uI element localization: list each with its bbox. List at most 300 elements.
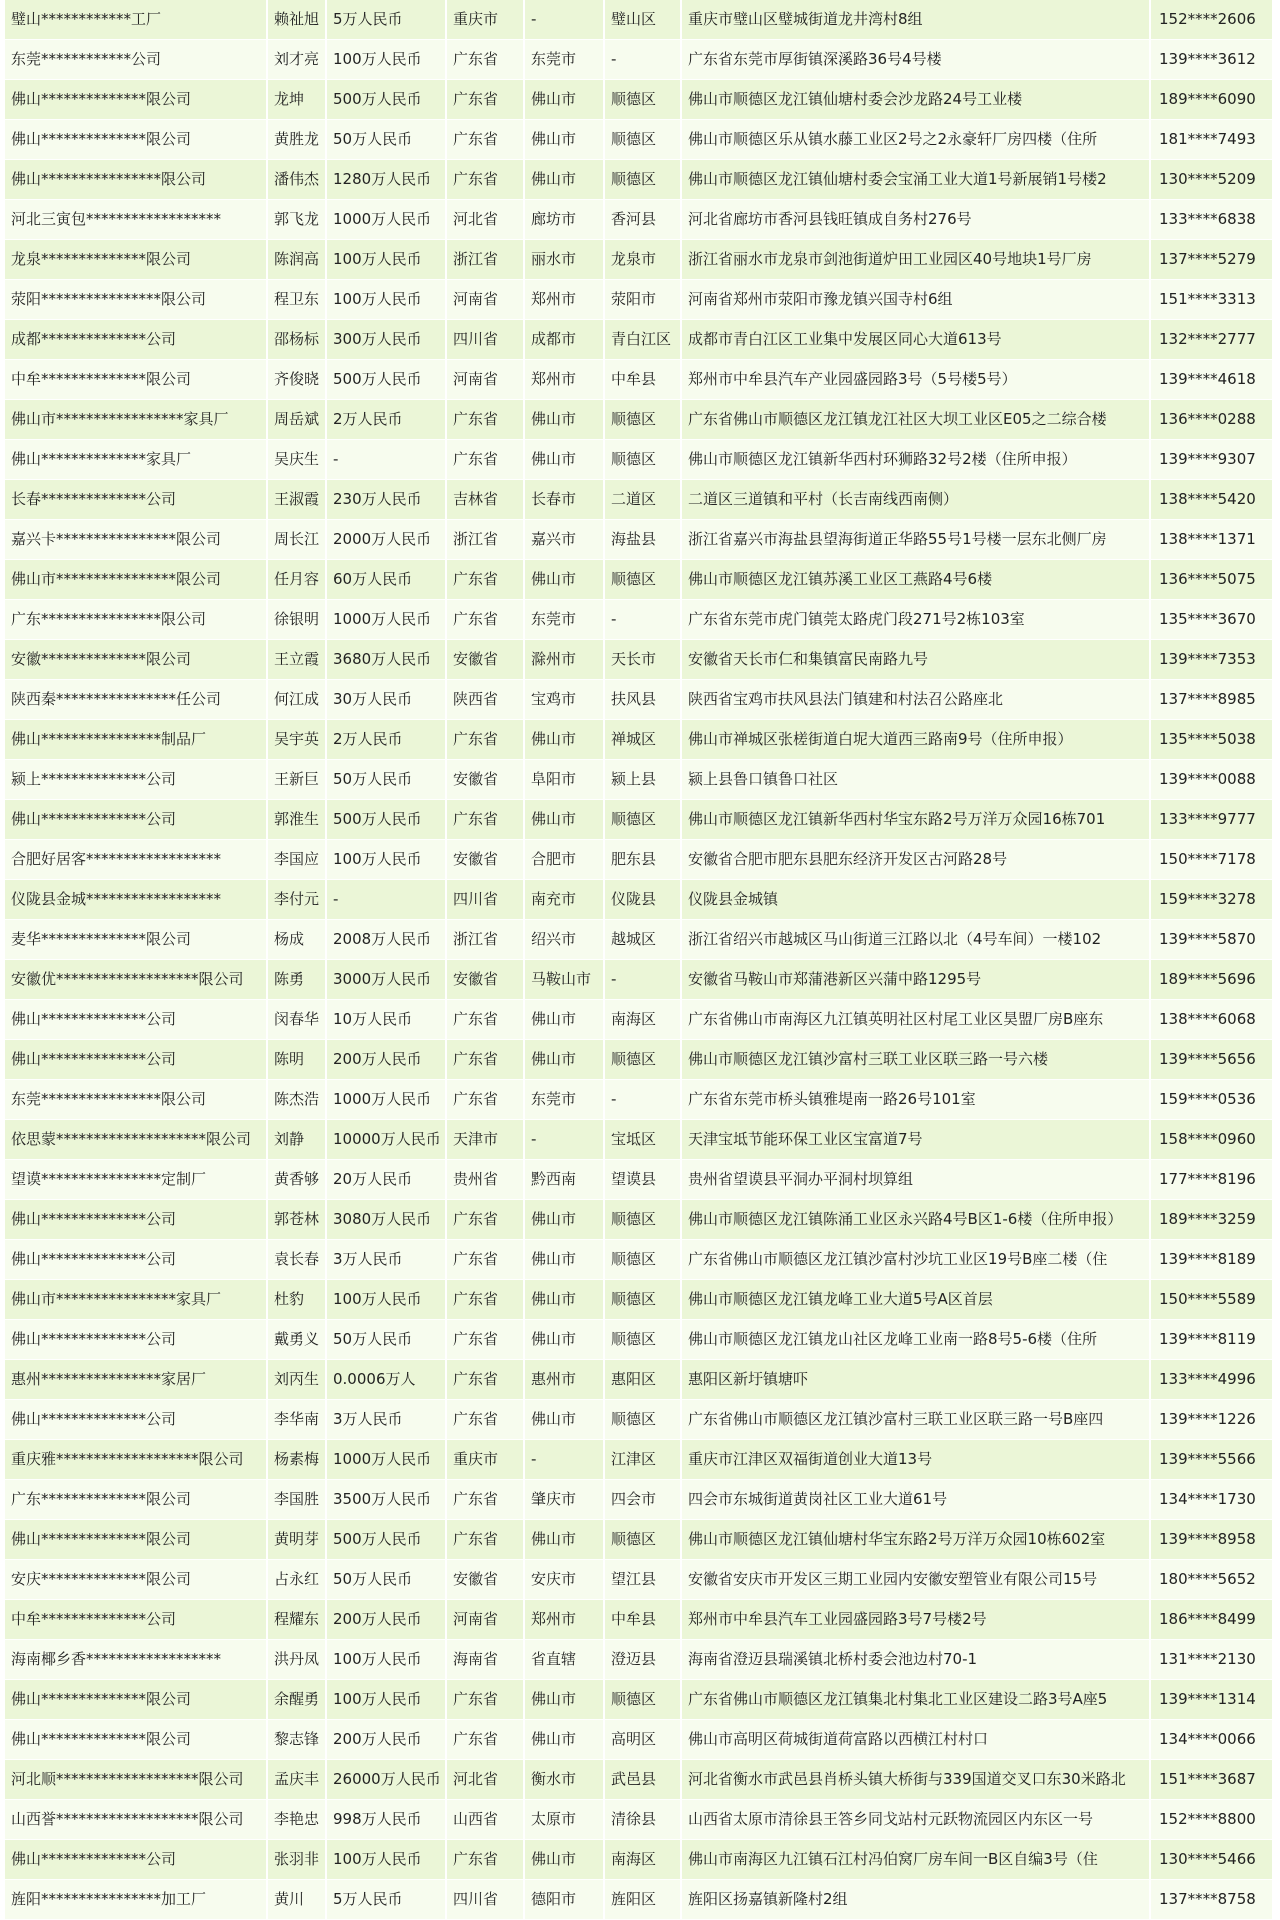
province-cell: 广东省 — [446, 1200, 524, 1240]
district-cell: 旌阳区 — [604, 1880, 681, 1920]
legal-person-cell: 张羽非 — [267, 1840, 326, 1880]
city-cell: 省直辖 — [524, 1640, 604, 1680]
legal-person-cell: 何江成 — [267, 680, 326, 720]
district-cell: 顺德区 — [604, 1400, 681, 1440]
address-cell: 广东省东莞市虎门镇莞太路虎门段271号2栋103室 — [681, 600, 1150, 640]
legal-person-cell: 王立霞 — [267, 640, 326, 680]
table-row — [5, 880, 1273, 920]
district-cell: 中牟县 — [604, 1600, 681, 1640]
district-cell: 肥东县 — [604, 840, 681, 880]
phone-cell: 152****8800 — [1150, 1800, 1273, 1840]
address-cell: 郑州市中牟县汽车工业园盛园路3号7号楼2号 — [681, 1600, 1150, 1640]
phone-cell: 152****2606 — [1150, 0, 1273, 40]
province-cell: 广东省 — [446, 120, 524, 160]
address-cell: 惠阳区新圩镇塘吓 — [681, 1360, 1150, 1400]
district-cell: 顺德区 — [604, 1240, 681, 1280]
city-cell: 佛山市 — [524, 1200, 604, 1240]
address-cell: 佛山市顺德区乐从镇水藤工业区2号之2永豪轩厂房四楼（住所 — [681, 120, 1150, 160]
address-cell: 佛山市顺德区龙江镇新华西村华宝东路2号万洋万众园16栋701 — [681, 800, 1150, 840]
district-cell: 中牟县 — [604, 360, 681, 400]
province-cell: 四川省 — [446, 320, 524, 360]
province-cell: 河北省 — [446, 1760, 524, 1800]
table-row — [5, 1320, 1273, 1360]
registered-capital-cell: 100万人民币 — [326, 1640, 446, 1680]
registered-capital-cell: 500万人民币 — [326, 360, 446, 400]
registered-capital-cell: 2000万人民币 — [326, 520, 446, 560]
city-cell: 佛山市 — [524, 1840, 604, 1880]
district-cell: 顺德区 — [604, 560, 681, 600]
province-cell: 浙江省 — [446, 240, 524, 280]
legal-person-cell: 黄香够 — [267, 1160, 326, 1200]
province-cell: 广东省 — [446, 1240, 524, 1280]
address-cell: 浙江省绍兴市越城区马山街道三江路以北（4号车间）一楼102 — [681, 920, 1150, 960]
district-cell: 禅城区 — [604, 720, 681, 760]
city-cell: 黔西南 — [524, 1160, 604, 1200]
city-cell: - — [524, 1440, 604, 1480]
province-cell: 广东省 — [446, 160, 524, 200]
district-cell: 南海区 — [604, 1840, 681, 1880]
province-cell: 四川省 — [446, 1880, 524, 1920]
district-cell: 望江县 — [604, 1560, 681, 1600]
table-row — [5, 920, 1273, 960]
district-cell: 望谟县 — [604, 1160, 681, 1200]
phone-cell: 139****5870 — [1150, 920, 1273, 960]
table-row — [5, 520, 1273, 560]
district-cell: 扶风县 — [604, 680, 681, 720]
phone-cell: 132****2777 — [1150, 320, 1273, 360]
phone-cell: 135****3670 — [1150, 600, 1273, 640]
legal-person-cell: 黎志锋 — [267, 1720, 326, 1760]
registered-capital-cell: 3000万人民币 — [326, 960, 446, 1000]
address-cell: 佛山市顺德区龙江镇苏溪工业区工燕路4号6楼 — [681, 560, 1150, 600]
table-row — [5, 600, 1273, 640]
phone-cell: 139****5656 — [1150, 1040, 1273, 1080]
address-cell: 河北省廊坊市香河县钱旺镇成自务村276号 — [681, 200, 1150, 240]
company-name-cell: 陕西秦****************任公司 — [5, 680, 267, 720]
legal-person-cell: 杨成 — [267, 920, 326, 960]
legal-person-cell: 刘才亮 — [267, 40, 326, 80]
legal-person-cell: 郭飞龙 — [267, 200, 326, 240]
company-name-cell: 颍上**************公司 — [5, 760, 267, 800]
registered-capital-cell: 0.0006万人 — [326, 1360, 446, 1400]
legal-person-cell: 陈明 — [267, 1040, 326, 1080]
phone-cell: 139****8119 — [1150, 1320, 1273, 1360]
legal-person-cell: 王淑霞 — [267, 480, 326, 520]
address-cell: 佛山市顺德区龙江镇仙塘村委会沙龙路24号工业楼 — [681, 80, 1150, 120]
province-cell: 浙江省 — [446, 520, 524, 560]
table-row — [5, 560, 1273, 600]
address-cell: 广东省佛山市顺德区龙江镇龙江社区大坝工业区E05之二综合楼 — [681, 400, 1150, 440]
phone-cell: 139****1314 — [1150, 1680, 1273, 1720]
legal-person-cell: 赖祉旭 — [267, 0, 326, 40]
registered-capital-cell: 3万人民币 — [326, 1240, 446, 1280]
registered-capital-cell: 30万人民币 — [326, 680, 446, 720]
registered-capital-cell: 100万人民币 — [326, 1840, 446, 1880]
legal-person-cell: 李国胜 — [267, 1480, 326, 1520]
province-cell: 广东省 — [446, 1520, 524, 1560]
address-cell: 安徽省天长市仁和集镇富民南路九号 — [681, 640, 1150, 680]
table-row — [5, 1280, 1273, 1320]
company-name-cell: 嘉兴卡****************限公司 — [5, 520, 267, 560]
city-cell: 郑州市 — [524, 360, 604, 400]
company-name-cell: 合肥好居客****************** — [5, 840, 267, 880]
city-cell: 东莞市 — [524, 40, 604, 80]
city-cell: 绍兴市 — [524, 920, 604, 960]
company-name-cell: 佛山**************限公司 — [5, 1680, 267, 1720]
city-cell: 佛山市 — [524, 1400, 604, 1440]
table-row — [5, 800, 1273, 840]
registered-capital-cell: 100万人民币 — [326, 1280, 446, 1320]
legal-person-cell: 周长江 — [267, 520, 326, 560]
city-cell: 郑州市 — [524, 1600, 604, 1640]
registered-capital-cell: 1000万人民币 — [326, 600, 446, 640]
company-name-cell: 佛山**************公司 — [5, 1840, 267, 1880]
province-cell: 广东省 — [446, 1080, 524, 1120]
province-cell: 广东省 — [446, 80, 524, 120]
district-cell: 四会市 — [604, 1480, 681, 1520]
phone-cell: 130****5466 — [1150, 1840, 1273, 1880]
table-row — [5, 480, 1273, 520]
phone-cell: 136****5075 — [1150, 560, 1273, 600]
company-name-cell: 佛山****************制品厂 — [5, 720, 267, 760]
legal-person-cell: 吴庆生 — [267, 440, 326, 480]
table-row — [5, 120, 1273, 160]
province-cell: 广东省 — [446, 1000, 524, 1040]
address-cell: 广东省佛山市顺德区龙江镇集北村集北工业区建设二路3号A座5 — [681, 1680, 1150, 1720]
address-cell: 佛山市顺德区龙江镇新华西村环狮路32号2楼（住所申报） — [681, 440, 1150, 480]
legal-person-cell: 李华南 — [267, 1400, 326, 1440]
table-row — [5, 720, 1273, 760]
city-cell: 佛山市 — [524, 1240, 604, 1280]
registered-capital-cell: 500万人民币 — [326, 800, 446, 840]
province-cell: 河南省 — [446, 280, 524, 320]
company-name-cell: 安庆**************限公司 — [5, 1560, 267, 1600]
company-name-cell: 广东****************限公司 — [5, 600, 267, 640]
district-cell: 顺德区 — [604, 800, 681, 840]
phone-cell: 137****5279 — [1150, 240, 1273, 280]
address-cell: 贵州省望谟县平洞办平洞村坝算组 — [681, 1160, 1150, 1200]
registered-capital-cell: 3080万人民币 — [326, 1200, 446, 1240]
district-cell: 顺德区 — [604, 1200, 681, 1240]
province-cell: 广东省 — [446, 720, 524, 760]
province-cell: 重庆市 — [446, 0, 524, 40]
city-cell: 丽水市 — [524, 240, 604, 280]
table-row — [5, 1160, 1273, 1200]
company-name-cell: 佛山**************限公司 — [5, 1520, 267, 1560]
company-name-cell: 安徽**************限公司 — [5, 640, 267, 680]
company-name-cell: 东莞************公司 — [5, 40, 267, 80]
registered-capital-cell: 300万人民币 — [326, 320, 446, 360]
city-cell: 佛山市 — [524, 1680, 604, 1720]
legal-person-cell: 占永红 — [267, 1560, 326, 1600]
city-cell: 南充市 — [524, 880, 604, 920]
legal-person-cell: 陈勇 — [267, 960, 326, 1000]
district-cell: 顺德区 — [604, 400, 681, 440]
company-name-cell: 佛山**************公司 — [5, 1040, 267, 1080]
registered-capital-cell: 50万人民币 — [326, 1560, 446, 1600]
city-cell: 佛山市 — [524, 560, 604, 600]
city-cell: 太原市 — [524, 1800, 604, 1840]
district-cell: 宝坻区 — [604, 1120, 681, 1160]
registered-capital-cell: 100万人民币 — [326, 840, 446, 880]
table-row — [5, 1440, 1273, 1480]
address-cell: 佛山市顺德区龙江镇沙富村三联工业区联三路一号六楼 — [681, 1040, 1150, 1080]
table-row — [5, 1560, 1273, 1600]
city-cell: 郑州市 — [524, 280, 604, 320]
company-name-cell: 安徽优*******************限公司 — [5, 960, 267, 1000]
address-cell: 佛山市南海区九江镇石江村冯伯窝厂房车间一B区自编3号（住 — [681, 1840, 1150, 1880]
district-cell: 璧山区 — [604, 0, 681, 40]
table-row — [5, 1480, 1273, 1520]
city-cell: 廊坊市 — [524, 200, 604, 240]
table-row — [5, 240, 1273, 280]
province-cell: 安徽省 — [446, 840, 524, 880]
legal-person-cell: 洪丹凤 — [267, 1640, 326, 1680]
phone-cell: 137****8758 — [1150, 1880, 1273, 1920]
address-cell: 四会市东城街道黄岗社区工业大道61号 — [681, 1480, 1150, 1520]
province-cell: 广东省 — [446, 1680, 524, 1720]
district-cell: 顺德区 — [604, 120, 681, 160]
legal-person-cell: 孟庆丰 — [267, 1760, 326, 1800]
phone-cell: 181****7493 — [1150, 120, 1273, 160]
city-cell: 阜阳市 — [524, 760, 604, 800]
table-row — [5, 1240, 1273, 1280]
legal-person-cell: 郭苍林 — [267, 1200, 326, 1240]
company-name-cell: 佛山**************家具厂 — [5, 440, 267, 480]
city-cell: 衡水市 — [524, 1760, 604, 1800]
company-name-cell: 佛山**************公司 — [5, 1320, 267, 1360]
province-cell: 广东省 — [446, 1320, 524, 1360]
district-cell: 越城区 — [604, 920, 681, 960]
address-cell: 浙江省丽水市龙泉市剑池街道炉田工业园区40号地块1号厂房 — [681, 240, 1150, 280]
company-name-cell: 佛山**************公司 — [5, 800, 267, 840]
legal-person-cell: 刘静 — [267, 1120, 326, 1160]
province-cell: 广东省 — [446, 1480, 524, 1520]
company-name-cell: 河北三寅包****************** — [5, 200, 267, 240]
table-row — [5, 1680, 1273, 1720]
district-cell: 荥阳市 — [604, 280, 681, 320]
registered-capital-cell: 20万人民币 — [326, 1160, 446, 1200]
city-cell: 东莞市 — [524, 600, 604, 640]
phone-cell: 139****5566 — [1150, 1440, 1273, 1480]
district-cell: 江津区 — [604, 1440, 681, 1480]
district-cell: 香河县 — [604, 200, 681, 240]
registered-capital-cell: 998万人民币 — [326, 1800, 446, 1840]
legal-person-cell: 李付元 — [267, 880, 326, 920]
registered-capital-cell: 100万人民币 — [326, 40, 446, 80]
registered-capital-cell: 3680万人民币 — [326, 640, 446, 680]
table-row — [5, 1600, 1273, 1640]
province-cell: 河北省 — [446, 200, 524, 240]
province-cell: 安徽省 — [446, 640, 524, 680]
city-cell: 佛山市 — [524, 800, 604, 840]
province-cell: 广东省 — [446, 1720, 524, 1760]
province-cell: 陕西省 — [446, 680, 524, 720]
legal-person-cell: 王新巨 — [267, 760, 326, 800]
phone-cell: 186****8499 — [1150, 1600, 1273, 1640]
province-cell: 广东省 — [446, 1040, 524, 1080]
district-cell: 天长市 — [604, 640, 681, 680]
phone-cell: 189****3259 — [1150, 1200, 1273, 1240]
district-cell: 高明区 — [604, 1720, 681, 1760]
table-row — [5, 160, 1273, 200]
table-row — [5, 960, 1273, 1000]
legal-person-cell: 黄川 — [267, 1880, 326, 1920]
address-cell: 山西省太原市清徐县王答乡同戈站村元跃物流园区内东区一号 — [681, 1800, 1150, 1840]
company-name-cell: 佛山**************公司 — [5, 1240, 267, 1280]
registered-capital-cell: 2万人民币 — [326, 720, 446, 760]
province-cell: 广东省 — [446, 600, 524, 640]
company-name-cell: 佛山**************公司 — [5, 1000, 267, 1040]
table-row — [5, 1400, 1273, 1440]
table-row — [5, 1200, 1273, 1240]
district-cell: 澄迈县 — [604, 1640, 681, 1680]
company-name-cell: 海南椰乡香****************** — [5, 1640, 267, 1680]
company-name-cell: 旌阳****************加工厂 — [5, 1880, 267, 1920]
district-cell: 龙泉市 — [604, 240, 681, 280]
company-name-cell: 惠州****************家居厂 — [5, 1360, 267, 1400]
company-name-cell: 望谟****************定制厂 — [5, 1160, 267, 1200]
registered-capital-cell: 500万人民币 — [326, 1520, 446, 1560]
phone-cell: 133****6838 — [1150, 200, 1273, 240]
city-cell: - — [524, 0, 604, 40]
table-row — [5, 680, 1273, 720]
company-name-cell: 佛山**************限公司 — [5, 1720, 267, 1760]
registered-capital-cell: 3万人民币 — [326, 1400, 446, 1440]
province-cell: 广东省 — [446, 800, 524, 840]
district-cell: - — [604, 600, 681, 640]
registered-capital-cell: 100万人民币 — [326, 280, 446, 320]
province-cell: 安徽省 — [446, 960, 524, 1000]
province-cell: 广东省 — [446, 1360, 524, 1400]
city-cell: 宝鸡市 — [524, 680, 604, 720]
legal-person-cell: 周岳斌 — [267, 400, 326, 440]
table-row — [5, 640, 1273, 680]
address-cell: 安徽省安庆市开发区三期工业园内安徽安塑管业有限公司15号 — [681, 1560, 1150, 1600]
table-row — [5, 400, 1273, 440]
registered-capital-cell: 2万人民币 — [326, 400, 446, 440]
phone-cell: 139****3612 — [1150, 40, 1273, 80]
province-cell: 浙江省 — [446, 920, 524, 960]
phone-cell: 159****3278 — [1150, 880, 1273, 920]
company-name-cell: 依思蒙********************限公司 — [5, 1120, 267, 1160]
phone-cell: 139****0088 — [1150, 760, 1273, 800]
phone-cell: 139****1226 — [1150, 1400, 1273, 1440]
city-cell: 合肥市 — [524, 840, 604, 880]
address-cell: 成都市青白江区工业集中发展区同心大道613号 — [681, 320, 1150, 360]
legal-person-cell: 闵春华 — [267, 1000, 326, 1040]
address-cell: 佛山市高明区荷城街道荷富路以西横江村村口 — [681, 1720, 1150, 1760]
legal-person-cell: 程耀东 — [267, 1600, 326, 1640]
district-cell: 惠阳区 — [604, 1360, 681, 1400]
registered-capital-cell: 200万人民币 — [326, 1040, 446, 1080]
city-cell: 佛山市 — [524, 1280, 604, 1320]
company-name-cell: 佛山**************公司 — [5, 1400, 267, 1440]
company-name-cell: 河北顺*******************限公司 — [5, 1760, 267, 1800]
address-cell: 重庆市江津区双福街道创业大道13号 — [681, 1440, 1150, 1480]
company-table — [5, 0, 1273, 1920]
province-cell: 四川省 — [446, 880, 524, 920]
province-cell: 广东省 — [446, 1400, 524, 1440]
address-cell: 二道区三道镇和平村（长吉南线西南侧） — [681, 480, 1150, 520]
city-cell: 成都市 — [524, 320, 604, 360]
table-row — [5, 1080, 1273, 1120]
province-cell: 河南省 — [446, 360, 524, 400]
phone-cell: 138****5420 — [1150, 480, 1273, 520]
table-row — [5, 840, 1273, 880]
province-cell: 天津市 — [446, 1120, 524, 1160]
province-cell: 安徽省 — [446, 1560, 524, 1600]
company-name-cell: 广东**************限公司 — [5, 1480, 267, 1520]
city-cell: 佛山市 — [524, 80, 604, 120]
legal-person-cell: 郭淮生 — [267, 800, 326, 840]
company-name-cell: 成都**************公司 — [5, 320, 267, 360]
table-row — [5, 0, 1273, 40]
phone-cell: 137****8985 — [1150, 680, 1273, 720]
table-row — [5, 40, 1273, 80]
phone-cell: 133****9777 — [1150, 800, 1273, 840]
district-cell: 顺德区 — [604, 440, 681, 480]
address-cell: 河北省衡水市武邑县肖桥头镇大桥街与339国道交叉口东30米路北 — [681, 1760, 1150, 1800]
province-cell: 河南省 — [446, 1600, 524, 1640]
table-row — [5, 360, 1273, 400]
table-row — [5, 1840, 1273, 1880]
city-cell: 佛山市 — [524, 1720, 604, 1760]
address-cell: 佛山市顺德区龙江镇仙塘村华宝东路2号万洋万众园10栋602室 — [681, 1520, 1150, 1560]
address-cell: 陕西省宝鸡市扶风县法门镇建和村法召公路座北 — [681, 680, 1150, 720]
legal-person-cell: 潘伟杰 — [267, 160, 326, 200]
registered-capital-cell: 26000万人民币 — [326, 1760, 446, 1800]
table-row — [5, 1800, 1273, 1840]
phone-cell: 134****1730 — [1150, 1480, 1273, 1520]
table-body — [5, 0, 1273, 1920]
company-name-cell: 荥阳****************限公司 — [5, 280, 267, 320]
address-cell: 河南省郑州市荥阳市豫龙镇兴国寺村6组 — [681, 280, 1150, 320]
table-row — [5, 1520, 1273, 1560]
phone-cell: 138****1371 — [1150, 520, 1273, 560]
company-name-cell: 麦华**************限公司 — [5, 920, 267, 960]
company-name-cell: 佛山市*****************家具厂 — [5, 400, 267, 440]
district-cell: 二道区 — [604, 480, 681, 520]
registered-capital-cell: 10万人民币 — [326, 1000, 446, 1040]
city-cell: 德阳市 — [524, 1880, 604, 1920]
address-cell: 重庆市璧山区璧城街道龙井湾村8组 — [681, 0, 1150, 40]
company-name-cell: 东莞****************限公司 — [5, 1080, 267, 1120]
address-cell: 颍上县鲁口镇鲁口社区 — [681, 760, 1150, 800]
city-cell: 佛山市 — [524, 120, 604, 160]
district-cell: 武邑县 — [604, 1760, 681, 1800]
legal-person-cell: 陈杰浩 — [267, 1080, 326, 1120]
district-cell: 顺德区 — [604, 1280, 681, 1320]
table-row — [5, 1880, 1273, 1920]
registered-capital-cell: 10000万人民币 — [326, 1120, 446, 1160]
company-name-cell: 山西誉*******************限公司 — [5, 1800, 267, 1840]
phone-cell: 134****0066 — [1150, 1720, 1273, 1760]
registered-capital-cell: 1000万人民币 — [326, 1080, 446, 1120]
table-row — [5, 1720, 1273, 1760]
city-cell: 佛山市 — [524, 400, 604, 440]
legal-person-cell: 戴勇义 — [267, 1320, 326, 1360]
legal-person-cell: 徐银明 — [267, 600, 326, 640]
table-row — [5, 200, 1273, 240]
province-cell: 广东省 — [446, 400, 524, 440]
phone-cell: 151****3687 — [1150, 1760, 1273, 1800]
legal-person-cell: 邵杨标 — [267, 320, 326, 360]
address-cell: 广东省东莞市厚街镇深溪路36号4号楼 — [681, 40, 1150, 80]
legal-person-cell: 任月容 — [267, 560, 326, 600]
registered-capital-cell: 2008万人民币 — [326, 920, 446, 960]
city-cell: 佛山市 — [524, 160, 604, 200]
